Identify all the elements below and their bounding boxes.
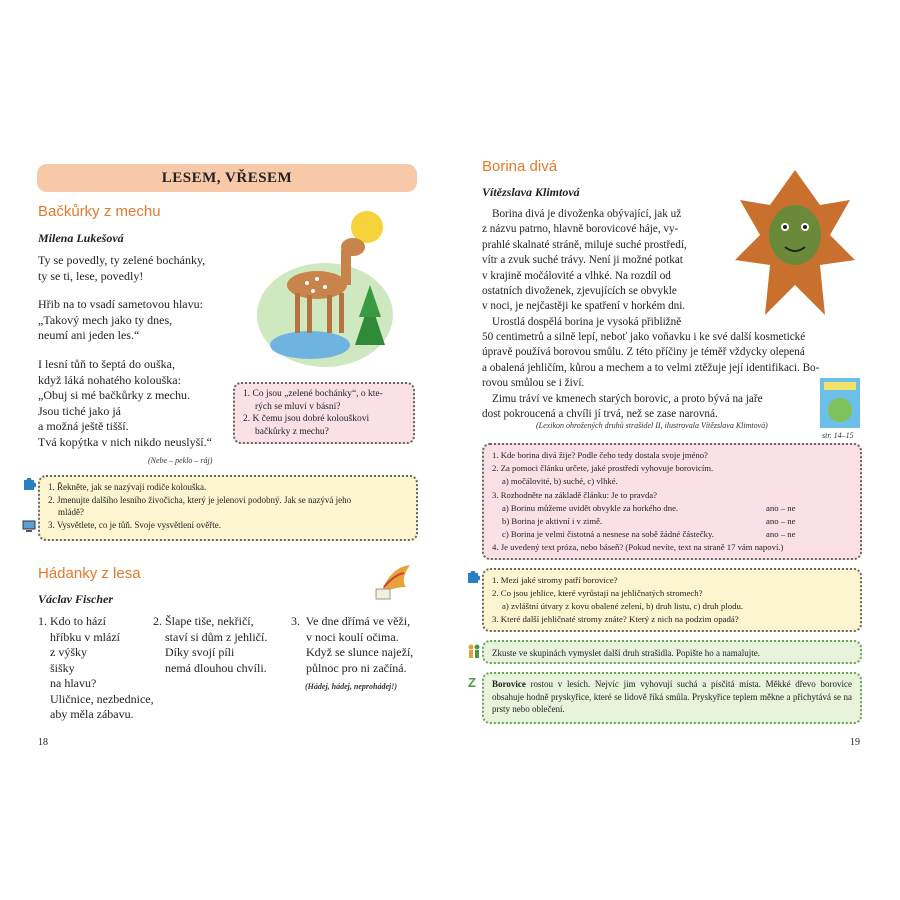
article-line: úpravě používá borovou smůlu. Z této příčiny je téměř vždycky olepená	[482, 346, 805, 359]
computer-icon	[22, 519, 36, 533]
question-line	[492, 528, 852, 541]
question-line: 3. Které další jehličnaté stromy znáte? Který z nich na podzim opadá?	[492, 614, 739, 624]
article-line: dost pokroucená a chvíli jí trvá, než se zase narovná.	[482, 408, 718, 421]
article-line: Borina divá je divoženka obývající, jak už	[492, 208, 682, 220]
task-line: 3. Vysvětlete, co je tůň. Svoje vysvětlení ověřte.	[48, 519, 222, 530]
article-line: vítr a zvuk suché trávy. Není ji možné potkat	[482, 254, 683, 267]
article-author: Vítězslava Klimtová	[482, 185, 580, 199]
book-cover-image	[820, 378, 860, 428]
page-number-left: 18	[38, 737, 48, 748]
info-lead: Borovice	[492, 679, 526, 689]
poem-stanza-3: I lesní tůň to šeptá do ouška, když láká nohatého kolouška: „Obuj si mé bačkůrky z mechu. Jsou tiché jako já a možná ještě tišší. Tvá kopýtka v nich nikdo neuslyší.“	[38, 357, 212, 449]
question-line: rých se mluví v básni?	[255, 401, 341, 412]
question-line: 1. Co jsou „zelené bochánky“, o kte-	[243, 389, 383, 399]
task-box	[38, 475, 418, 541]
bird-illustration	[370, 557, 418, 605]
task-line: 1. Řekněte, jak se nazývají rodiče kolouška.	[48, 482, 207, 492]
article-line: ostatních divoženek, zjevujících se obvykle	[482, 285, 677, 298]
statement-c: c) Borina je velmi čistotná a nesnese na sobě žádné částečky.	[502, 529, 714, 540]
question-line	[492, 502, 852, 515]
comprehension-box	[482, 443, 862, 560]
deer-illustration	[255, 205, 395, 370]
trees-box	[482, 568, 862, 632]
group-task-box	[482, 640, 862, 664]
question-line: 2. K čemu jsou dobré kolouškovi	[243, 414, 370, 424]
article-line: v krajině močálovité a vlhké. Na rozdíl od	[482, 269, 671, 282]
poem-title: Bačkůrky z mechu	[38, 203, 161, 220]
question-line: a) zvláštní útvary z kovu obalené zelení, b) druh listu, c) druh plodu.	[502, 601, 744, 611]
question-line: 4. Je uvedený text próza, nebo báseň? (Pokud nevíte, text na straně 17 vám napoví.)	[492, 542, 784, 553]
borina-illustration	[730, 165, 860, 320]
riddle-3: 3. Ve dne dřímá ve věži, v noci koulí očima. Když se slunce naježí, půlnoc pro ni začíná.	[291, 614, 414, 675]
chapter-banner: LESEM, VŘESEM	[37, 164, 417, 192]
riddles-note: (Hádej, hádej, neprohádej!)	[305, 682, 397, 691]
question-line: 3. Rozhodněte na základě článku: Je to pravda?	[492, 489, 657, 500]
statement-a: a) Borinu můžeme uvidět obvykle za horkého dne.	[502, 502, 679, 513]
puzzle-icon	[22, 478, 36, 492]
poem-stanza-1: Ty se povedly, ty zelené bochánky, ty se ti, lese, povedly!	[38, 253, 206, 283]
group-icon	[466, 643, 482, 659]
article-line: v noci, je nejčastěji ke spatření v horkém dni.	[482, 300, 686, 313]
info-box	[482, 672, 862, 724]
poem-stanza-2: Hřib na to vsadí sametovou hlavu: „Takový mech jako ty dnes, neumí ani jeden les.“	[38, 297, 203, 342]
poem-source-note: (Nebe – peklo – ráj)	[148, 456, 213, 465]
book-page-ref: str. 14–15	[822, 431, 854, 440]
article-paragraph-1	[482, 207, 722, 330]
info-text: rostou v lesích. Nejvíc jim vyhovují suchá a písčitá místa. Měkké dřevo borovice obsahuje hodně pryskyřice, které se lidově říká smůla. Pryskyřice teplem měkne a přichytává se na prsty nebo oblečení.	[492, 679, 852, 714]
article-source-note: (Lexikon ohrožených druhů strašidel II, ilustrovala Vítězslava Klimtová)	[536, 421, 768, 430]
question-line: 2. Co jsou jehlice, které vyrůstají na jehličnatých stromech?	[492, 588, 703, 598]
page-number-right: 19	[850, 737, 860, 748]
puzzle-icon	[466, 571, 480, 585]
poem-author: Milena Lukešová	[38, 231, 124, 245]
article-line: prahlé skalnaté stráně, miluje suché prostředí,	[482, 238, 687, 251]
article-line: a obalená jehličím, kůrou a mechem a to velmi ztěžuje její identifikaci. Bo-	[482, 361, 820, 374]
task-line: mládě?	[58, 507, 84, 517]
article-line: z názvu patrno, hlavně borovicové háje, vy-	[482, 223, 679, 236]
riddles-title: Hádanky z lesa	[38, 565, 141, 582]
article-line: rovou smůlou se i živí.	[482, 377, 585, 390]
sun-icon	[351, 211, 383, 243]
riddle-1: 1. Kdo to hází hříbku v mlází z výšky šišky na hlavu? Uličnice, nezbednice, aby měla zábavu.	[38, 614, 154, 721]
article-line: Urostlá dospělá borina je vysoká přibližně	[492, 315, 682, 328]
question-line: bačkůrky z mechu?	[255, 426, 329, 437]
question-line: 1. Mezi jaké stromy patří borovice?	[492, 575, 618, 585]
question-line: 2. Za pomoci článku určete, jaké prostředí vyhovuje borovicím.	[492, 463, 714, 474]
answer-choice-b[interactable]: ano – ne	[766, 516, 796, 527]
question-box	[233, 382, 415, 444]
group-task-text: Zkuste ve skupinách vymyslet další druh strašidla. Popište ho a namalujte.	[492, 648, 760, 658]
article-line: Zimu tráví ve kmenech starých borovic, a proto bývá na jaře	[492, 392, 763, 405]
statement-b: b) Borina je aktivní i v zimě.	[502, 516, 603, 527]
answer-choice-c[interactable]: ano – ne	[766, 529, 796, 540]
question-line: 1. Kde borina divá žije? Podle čeho tedy dostala svoje jméno?	[492, 450, 708, 460]
task-line: 2. Jmenujte dalšího lesního živočicha, který je jelenovi podobný. Jak se nazývá jeho	[48, 494, 352, 505]
riddles-author: Václav Fischer	[38, 592, 113, 606]
article-paragraph-2	[482, 330, 862, 422]
answer-choice-a[interactable]: ano – ne	[766, 502, 796, 513]
article-line: 50 centimetrů a silně lepí, neboť jako voňavku i ke své další kosmetické	[482, 331, 806, 343]
question-line	[492, 515, 852, 528]
knowledge-icon: Z	[468, 675, 476, 690]
riddle-2: 2. Šlape tiše, nekřičí, staví si dům z jehličí. Díky svojí píli nemá dlouhou chvíli.	[153, 614, 268, 675]
question-line: a) močálovité, b) suché, c) vlhké.	[502, 476, 618, 487]
article-title: Borina divá	[482, 158, 558, 175]
